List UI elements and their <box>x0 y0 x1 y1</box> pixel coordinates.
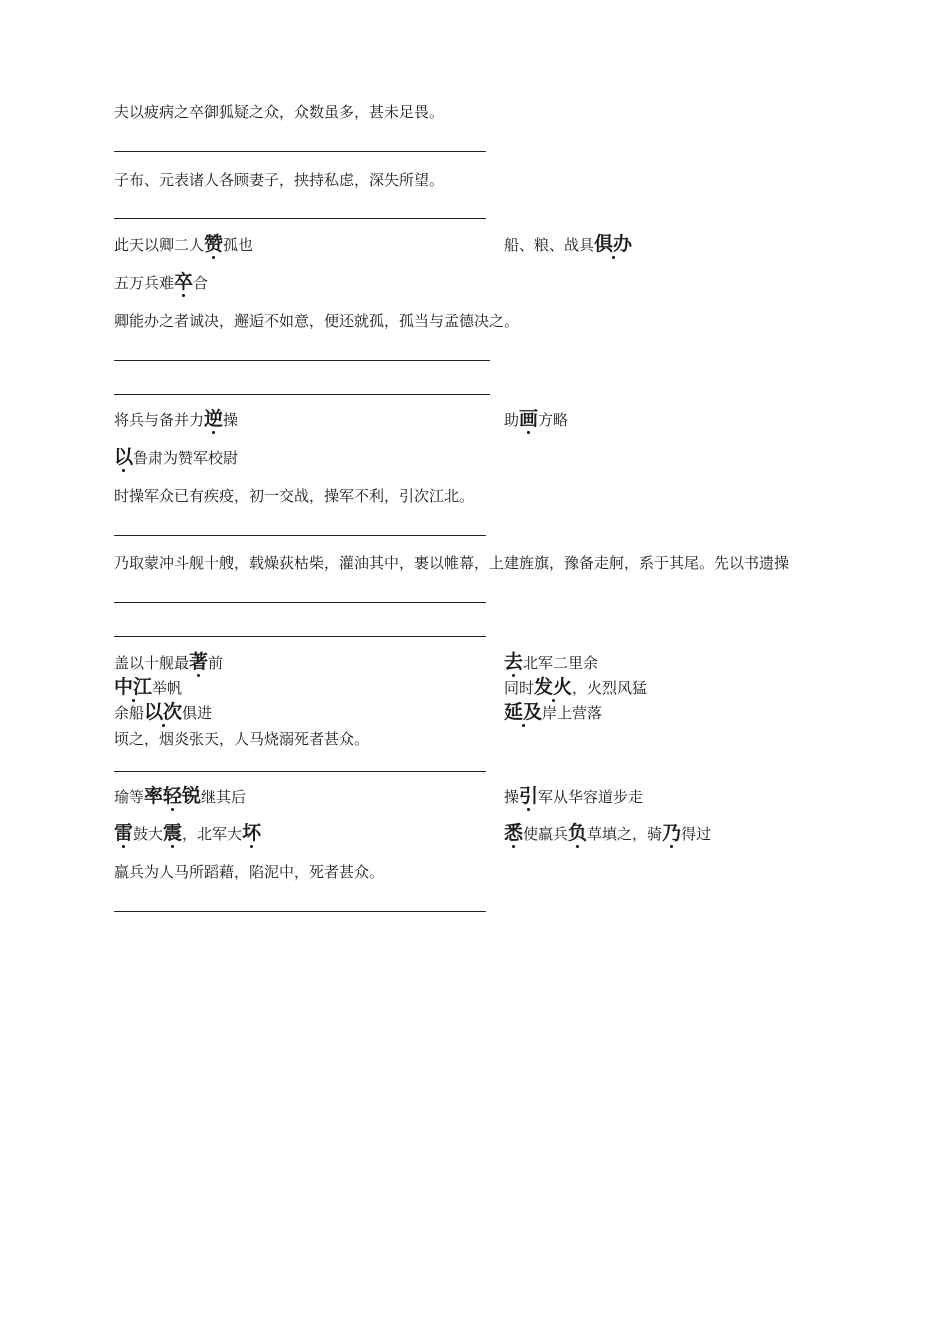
phrase-mid: 鼓大 <box>133 825 164 843</box>
answer-line <box>114 360 490 361</box>
sentence-text: 顷之，烟炎张天，人马烧溺死者甚众。 <box>114 730 370 748</box>
phrase-item <box>504 652 598 673</box>
phrase-item <box>114 823 261 844</box>
sentence-text: 羸兵为人马所蹈藉，陷泥中，死者甚众。 <box>114 863 385 881</box>
phrase-pre: 船、粮、战具 <box>504 236 595 254</box>
phrase-pre: 盖以十舰最 <box>114 654 190 672</box>
phrase-item <box>504 823 711 844</box>
keyword-dotted: 率轻锐 <box>144 785 202 807</box>
sentence-line <box>114 102 444 122</box>
phrase-pre: 助 <box>504 411 520 429</box>
phrase-post: 鲁肃为赞军校尉 <box>133 449 239 467</box>
phrase-item <box>114 702 212 723</box>
phrase-pre: 同时 <box>504 679 535 697</box>
phrase-post: 合 <box>193 274 209 292</box>
answer-line <box>114 771 486 772</box>
sentence-text: 卿能办之者诚决，邂逅不如意，便还就孤，孤当与孟德决之。 <box>114 312 520 330</box>
sentence-line <box>114 486 474 506</box>
phrase-item <box>114 652 223 673</box>
sentence-line <box>114 862 384 882</box>
phrase-post: 前 <box>208 654 224 672</box>
answer-line <box>114 394 490 395</box>
answer-line <box>114 151 486 152</box>
phrase-item <box>114 234 253 255</box>
keyword-dotted: 以 <box>114 446 134 468</box>
sentence-line <box>114 170 444 190</box>
phrase-post: 俱进 <box>182 704 213 722</box>
answer-line <box>114 636 486 637</box>
phrase-item <box>504 677 647 698</box>
keyword-dotted: 卒 <box>174 271 194 293</box>
keyword-dotted: 悉 <box>504 822 524 844</box>
sentence-text: 乃取蒙冲斗舰十艘，载燥荻枯柴，灌油其中，裹以帷幕，上建旌旗，豫备走舸，系于其尾。先以书遗操 <box>114 554 790 572</box>
phrase-item <box>504 234 632 255</box>
phrase-item <box>504 702 602 723</box>
phrase-item <box>504 409 568 430</box>
answer-line <box>114 535 486 536</box>
phrase-pre: 余船 <box>114 704 145 722</box>
phrase-post: 操 <box>223 411 239 429</box>
keyword-dotted: 去 <box>504 651 524 673</box>
phrase-post: 得过 <box>681 825 712 843</box>
keyword-dotted: 坏 <box>242 822 262 844</box>
sentence-text: 子布、元表诸人各顾妻子，挟持私虑，深失所望。 <box>114 171 445 189</box>
keyword-dotted: 以次 <box>144 701 183 723</box>
keyword-dotted: 俱办 <box>594 233 633 255</box>
phrase-post: 方略 <box>538 411 569 429</box>
phrase-item <box>114 447 238 468</box>
phrase-post: 岸上营落 <box>542 704 603 722</box>
phrase-mid: ，北军大 <box>182 825 243 843</box>
keyword-dotted: 画 <box>519 408 539 430</box>
sentence-line <box>114 729 369 749</box>
sentence-line <box>114 553 789 573</box>
sentence-text: 夫以疲病之卒御狐疑之众，众数虽多，甚未足畏。 <box>114 103 445 121</box>
phrase-pre: 瑜等 <box>114 788 145 806</box>
answer-line <box>114 218 486 219</box>
answer-line <box>114 602 486 603</box>
sentence-line <box>114 311 519 331</box>
phrase-pre: 将兵与备并力 <box>114 411 205 429</box>
sentence-text: 时操军众已有疾疫，初一交战，操军不利，引次江北。 <box>114 487 475 505</box>
phrase-post: 继其后 <box>201 788 247 806</box>
phrase-item <box>114 677 182 698</box>
phrase-post: 孤也 <box>223 236 254 254</box>
answer-line <box>114 911 486 912</box>
keyword-dotted: 引 <box>519 785 539 807</box>
keyword-dotted: 发火 <box>534 676 573 698</box>
keyword-dotted: 负 <box>568 822 588 844</box>
phrase-pre: 五万兵难 <box>114 274 175 292</box>
keyword-dotted: 逆 <box>204 408 224 430</box>
keyword-dotted: 乃 <box>662 822 682 844</box>
keyword-dotted: 著 <box>189 651 209 673</box>
phrase-pre: 操 <box>504 788 520 806</box>
phrase-mid: 使羸兵 <box>523 825 569 843</box>
phrase-item <box>114 272 208 293</box>
keyword-dotted: 中江 <box>114 676 153 698</box>
phrase-item <box>114 786 246 807</box>
phrase-post: ，火烈风猛 <box>572 679 648 697</box>
phrase-post: 举帆 <box>152 679 183 697</box>
phrase-item <box>114 409 238 430</box>
keyword-dotted: 赞 <box>204 233 224 255</box>
phrase-pre: 此天以卿二人 <box>114 236 205 254</box>
phrase-post: 北军二里余 <box>523 654 599 672</box>
keyword-dotted: 震 <box>163 822 183 844</box>
phrase-item <box>504 786 643 807</box>
keyword-dotted: 雷 <box>114 822 134 844</box>
phrase-post: 军从华容道步走 <box>538 788 644 806</box>
phrase-mid: 草填之，骑 <box>587 825 663 843</box>
keyword-dotted: 延及 <box>504 701 543 723</box>
